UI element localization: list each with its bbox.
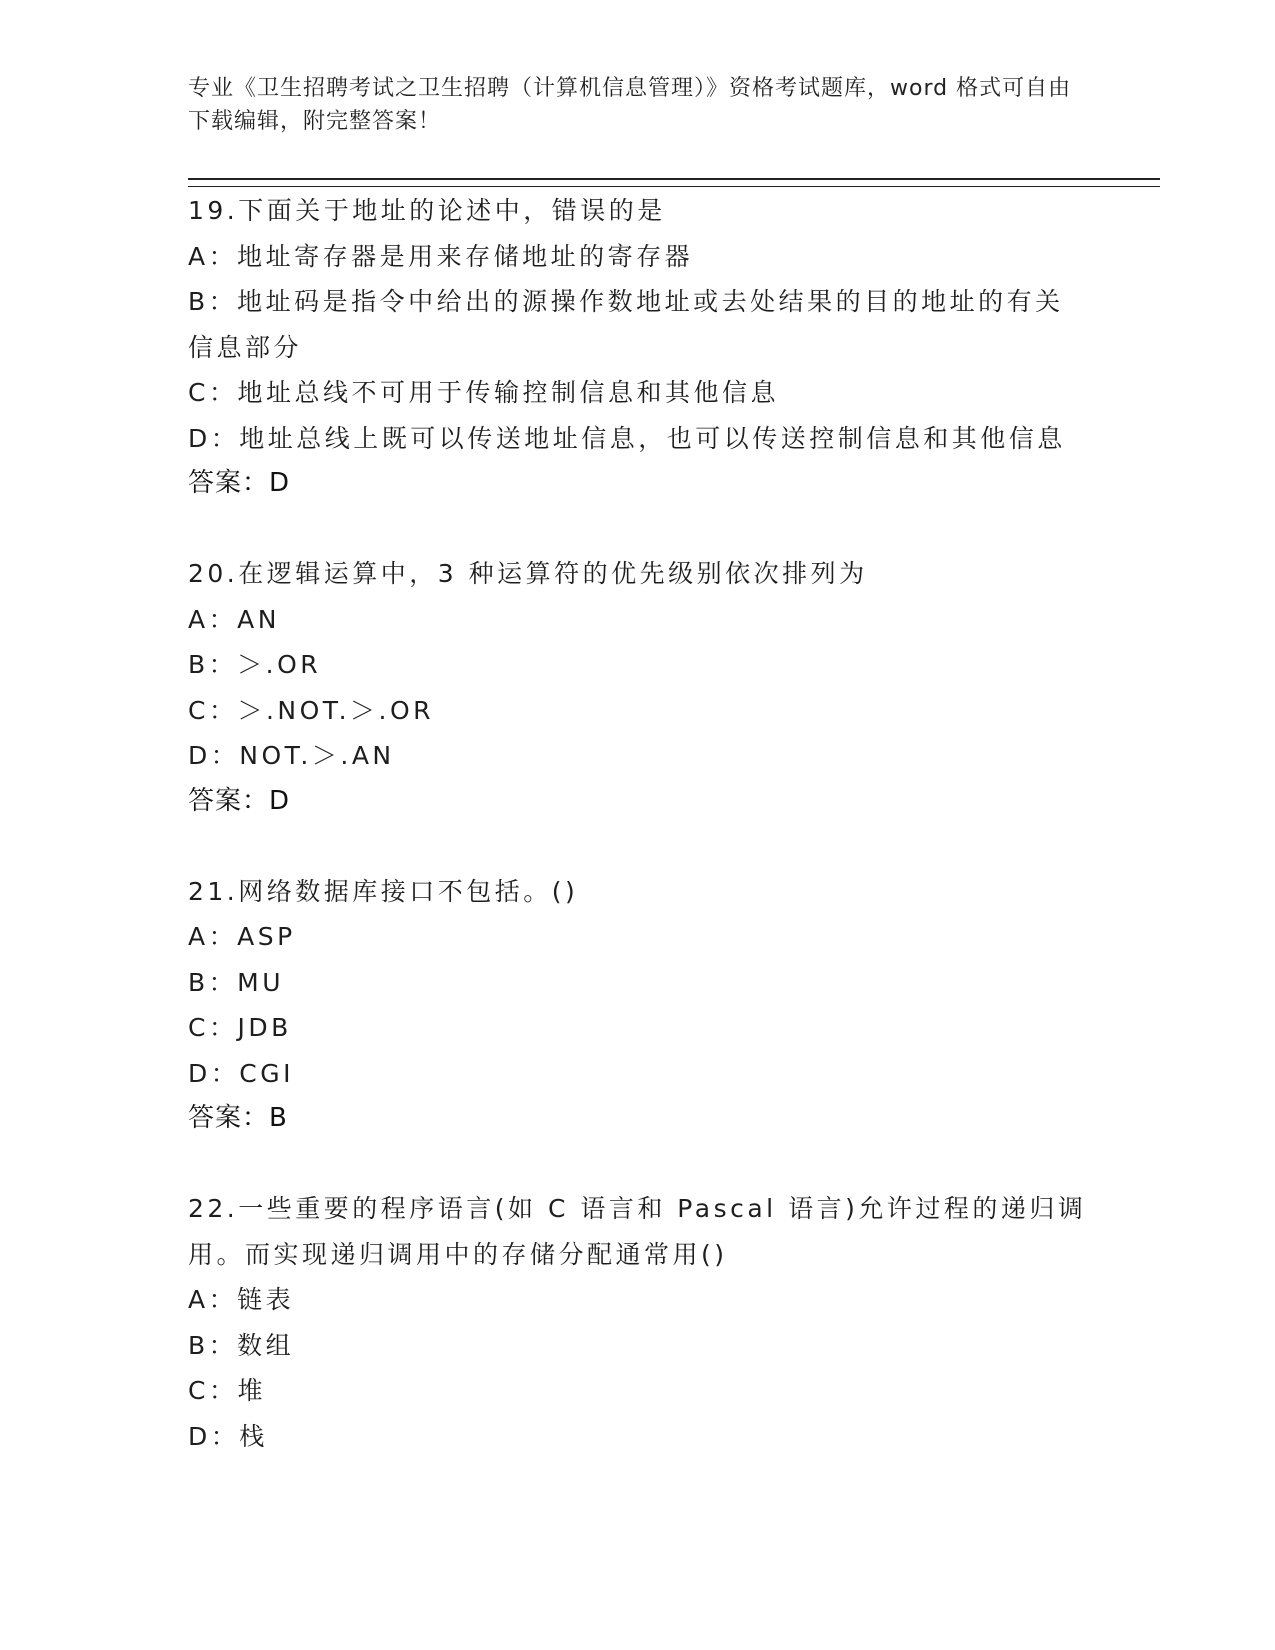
header-divider [188, 178, 1160, 187]
option-d: D：CGI [188, 1058, 294, 1088]
question-19 [188, 188, 1088, 506]
option-b: B：＞.OR [188, 650, 322, 679]
option-c: C：地址总线不可用于传输控制信息和其他信息 [188, 378, 779, 407]
question-list [188, 188, 1088, 1504]
option-c: C：JDB [188, 1013, 292, 1042]
answer-label: 答案：D [188, 785, 291, 816]
question-stem: 19.下面关于地址的论述中，错误的是 [188, 196, 666, 225]
question-stem: 21.网络数据库接口不包括。() [188, 876, 579, 906]
option-a: A：ASP [188, 922, 296, 951]
option-a: A：地址寄存器是用来存储地址的寄存器 [188, 241, 694, 271]
question-stem: 20.在逻辑运算中，3 种运算符的优先级别依次排列为 [188, 559, 868, 588]
question-stem: 22.一些重要的程序语言(如 C 语言和 Pascal 语言)允许过程的递归调用。而实现递归调用中的存储分配通常用() [188, 1194, 1087, 1269]
option-d: D：栈 [188, 1421, 268, 1451]
option-b: B：地址码是指令中给出的源操作数地址或去处结果的目的地址的有关信息部分 [188, 287, 1064, 362]
page-header [188, 72, 1078, 138]
option-a: A：AN [188, 604, 280, 634]
answer-label: 答案：B [188, 1103, 288, 1133]
answer-label: 答案：D [188, 468, 291, 498]
option-d: D：地址总线上既可以传送地址信息，也可以传送控制信息和其他信息 [188, 423, 1066, 453]
option-b: B：数组 [188, 1330, 295, 1360]
option-b: B：MU [188, 967, 285, 997]
option-c: C：堆 [188, 1376, 266, 1405]
header-title: 专业《卫生招聘考试之卫生招聘（计算机信息管理）》资格考试题库，word 格式可自由下载编辑，附完整答案！ [188, 76, 1072, 134]
question-22 [188, 1186, 1088, 1459]
option-c: C：＞.NOT.＞.OR [188, 695, 435, 725]
option-d: D：NOT.＞.AN [188, 741, 395, 770]
question-21 [188, 869, 1088, 1142]
option-a: A：链表 [188, 1285, 295, 1314]
question-20 [188, 551, 1088, 824]
